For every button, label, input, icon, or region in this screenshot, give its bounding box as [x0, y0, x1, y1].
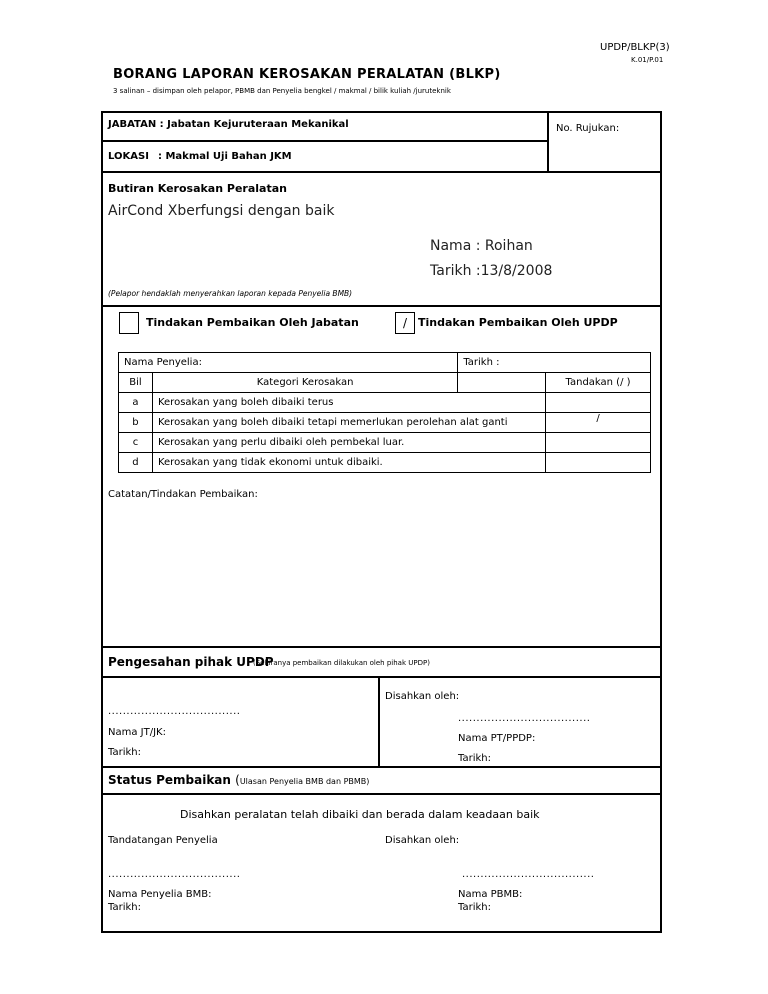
tarikh-label: Tarikh:: [108, 902, 141, 913]
signature-line: ....................................: [108, 869, 241, 880]
damage-description: AirCond Xberfungsi dengan baik: [108, 203, 335, 219]
pengesahan-note: (Sekiranya pembaikan dilakukan oleh pihak UPDP): [253, 659, 430, 667]
nama-penyelia-cell: Nama Penyelia:: [119, 353, 458, 373]
signature-line: ....................................: [108, 706, 241, 717]
rujukan-field: No. Rujukan:: [556, 123, 620, 134]
divider: [101, 766, 662, 768]
form-title: BORANG LAPORAN KEROSAKAN PERALATAN (BLKP): [113, 67, 501, 82]
checkbox-jabatan[interactable]: [119, 312, 139, 334]
checkbox-updp[interactable]: /: [395, 312, 415, 334]
row-kategori: Kerosakan yang boleh dibaiki tetapi memerlukan perolehan alat ganti: [152, 413, 545, 433]
tarikh-label: Tarikh:: [108, 747, 141, 758]
divider: [378, 677, 380, 767]
row-mark[interactable]: [546, 433, 651, 453]
table-row: [119, 393, 651, 413]
col-spacer: [458, 373, 546, 393]
row-mark[interactable]: /: [546, 413, 651, 433]
divider: [101, 793, 662, 795]
jabatan-field: JABATAN : Jabatan Kejuruteraan Mekanikal: [108, 119, 349, 130]
row-bil: a: [119, 393, 153, 413]
butiran-heading: Butiran Kerosakan Peralatan: [108, 182, 287, 195]
row-mark[interactable]: [546, 453, 651, 473]
nama-penyelia-label: Nama Penyelia BMB:: [108, 889, 212, 900]
tindakan-updp-label: Tindakan Pembaikan Oleh UPDP: [418, 316, 618, 329]
col-bil: Bil: [119, 373, 153, 393]
lokasi-label: LOKASI: [108, 151, 149, 162]
table-row: [119, 433, 651, 453]
tarikh-label: Tarikh:: [458, 902, 491, 913]
form-subtitle: 3 salinan – disimpan oleh pelapor, PBMB dan Penyelia bengkel / makmal / bilik kuliah /juruteknik: [113, 87, 451, 95]
disahkan-label: Disahkan oleh:: [385, 835, 460, 846]
tarikh-label: Tarikh:: [458, 753, 491, 764]
kategori-table: [118, 352, 651, 473]
status-note: Ulasan Penyelia BMB dan PBMB): [239, 777, 370, 786]
table-row: [119, 373, 651, 393]
divider: [101, 646, 662, 648]
row-bil: b: [119, 413, 153, 433]
divider: [101, 171, 662, 173]
report-date: Tarikh :13/8/2008: [430, 263, 553, 279]
row-kategori: Kerosakan yang tidak ekonomi untuk dibaiki.: [152, 453, 545, 473]
reporter-name: Nama : Roihan: [430, 238, 533, 254]
nama-jt-label: Nama JT/JK:: [108, 727, 166, 738]
divider: [547, 111, 549, 172]
catatan-label: Catatan/Tindakan Pembaikan:: [108, 489, 258, 500]
table-row: [119, 353, 651, 373]
form-subcode: K.01/P.01: [631, 56, 664, 64]
status-heading: [108, 773, 369, 787]
table-row: [119, 453, 651, 473]
signature-line: ....................................: [462, 869, 595, 880]
reporter-note: (Pelapor hendaklah menyerahkan laporan kepada Penyelia BMB): [108, 289, 353, 298]
col-kategori: Kategori Kerosakan: [152, 373, 457, 393]
tandatangan-label: Tandatangan Penyelia: [108, 835, 218, 846]
divider: [101, 140, 548, 142]
signature-line: ....................................: [458, 713, 591, 724]
status-heading-text: Status Pembaikan: [108, 773, 231, 787]
row-bil: d: [119, 453, 153, 473]
row-kategori: Kerosakan yang perlu dibaiki oleh pembekal luar.: [152, 433, 545, 453]
status-statement: Disahkan peralatan telah dibaiki dan berada dalam keadaan baik: [180, 808, 540, 821]
row-mark[interactable]: [546, 393, 651, 413]
table-row: [119, 413, 651, 433]
disahkan-label: Disahkan oleh:: [385, 691, 460, 702]
tarikh-cell: Tarikh :: [458, 353, 651, 373]
row-kategori: Kerosakan yang boleh dibaiki terus: [152, 393, 545, 413]
tindakan-jabatan-label: Tindakan Pembaikan Oleh Jabatan: [146, 316, 359, 329]
status-note-open: (: [235, 773, 240, 787]
divider: [101, 305, 662, 307]
nama-pt-label: Nama PT/PPDP:: [458, 733, 536, 744]
pengesahan-heading: Pengesahan pihak UPDP: [108, 655, 274, 669]
nama-pbmb-label: Nama PBMB:: [458, 889, 523, 900]
form-code: UPDP/BLKP(3): [600, 42, 670, 53]
divider: [101, 676, 662, 678]
col-tandakan: Tandakan (/ ): [546, 373, 651, 393]
lokasi-value: : Makmal Uji Bahan JKM: [158, 151, 292, 162]
row-bil: c: [119, 433, 153, 453]
